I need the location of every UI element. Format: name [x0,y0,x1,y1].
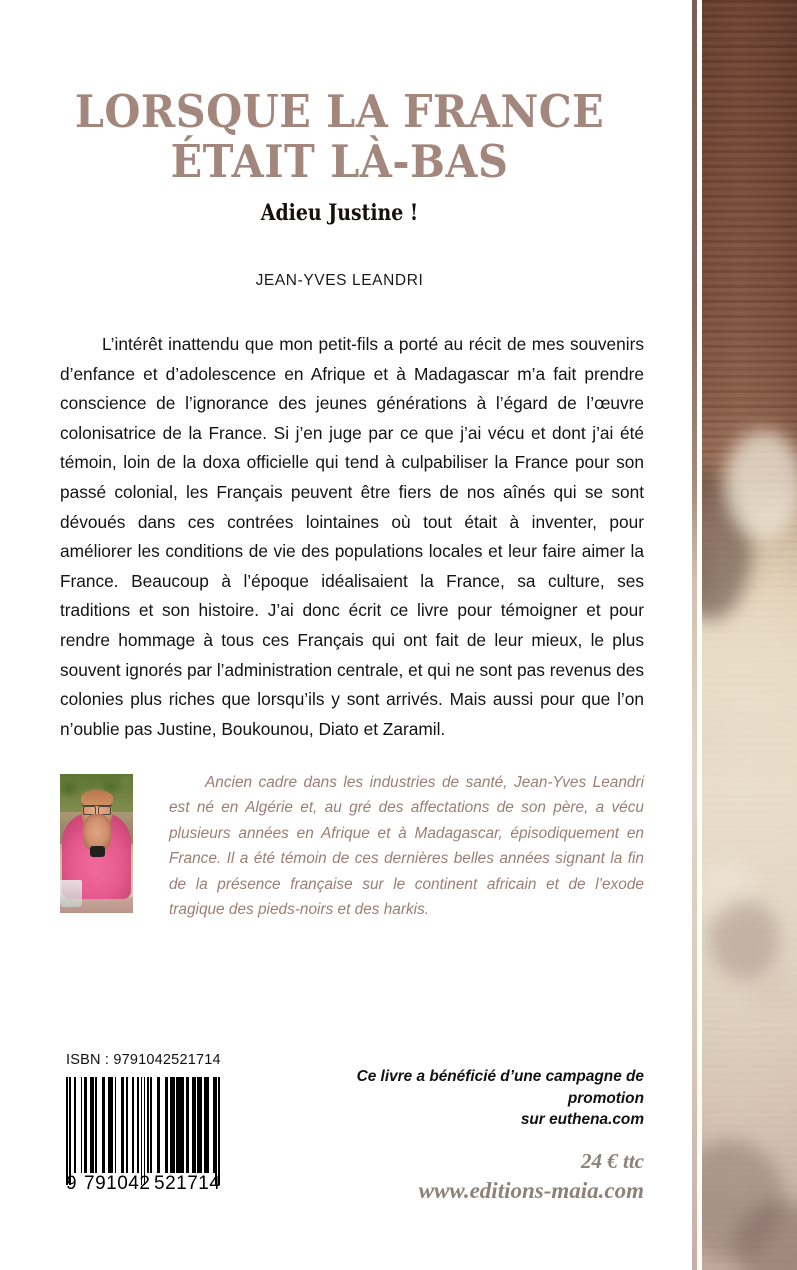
author-name: JEAN-YVES LEANDRI [255,272,424,289]
photo-wristwatch [90,846,105,857]
barcode-bars [66,1077,229,1185]
barcode-bar [218,1077,220,1185]
barcode-bar [121,1077,124,1173]
barcode-bar [115,1077,117,1173]
barcode-bar [90,1077,93,1173]
author-bio-row [60,770,644,922]
isbn-label: ISBN : 9791042521714 [66,1052,221,1068]
barcode-bar [137,1077,139,1173]
barcode-bar [141,1077,143,1185]
barcode-bar [186,1077,189,1173]
photo-hair [81,790,113,805]
barcode-bar [66,1077,68,1185]
spine-blotch [710,900,780,980]
spine-fold-line [697,0,699,1270]
barcode-bar [69,1077,71,1185]
book-title-line-1: LORSQUE LA FRANCE [74,85,605,138]
barcode-bar [147,1077,149,1173]
barcode-bar [204,1077,209,1173]
barcode-digit-group-right: 521714 [154,1173,221,1194]
barcode-bar [165,1077,168,1173]
barcode-digits [66,1173,229,1197]
barcode-digit-group-left: 791042 [84,1173,151,1194]
barcode-bar [132,1077,134,1173]
barcode-bar [126,1077,128,1173]
author-biography: Ancien cadre dans les industries de santé, Jean-Yves Leandri est né en Algérie et, au gré des affectations de son père, a vécu plusieurs années en Afrique et à Madagascar, épisodiquement en France. Il a été témoin de ces dernières belles années signant la fin de la présence française sur le continent africain et de l’exode tragique des pieds-noirs et des harkis. [169,774,644,919]
barcode-bar [150,1077,152,1173]
publisher-website: www.editions-maia.com [418,1178,644,1203]
photo-hands [83,814,111,850]
title-block [0,85,679,227]
promotion-note [279,1066,644,1131]
price-label: 24 € ttc [581,1149,644,1173]
barcode-bar [158,1077,160,1173]
book-subtitle: Adieu Justine ! [260,200,419,227]
promotion-line-2: sur euthena.com [520,1111,644,1128]
barcode-bar [215,1077,217,1185]
barcode-bar [181,1077,184,1173]
barcode-bar [81,1077,83,1173]
author-photo [60,774,133,913]
spine-texture-strip [684,0,797,1270]
promotion-line-1: Ce livre a bénéficié d’une campagne de promotion [356,1068,644,1107]
barcode-digit-lead: 9 [66,1173,78,1194]
barcode-bar [108,1077,113,1173]
photo-drinking-glass [60,880,82,907]
spine-blotch [724,430,797,540]
barcode-bar [192,1077,195,1173]
barcode-bar [74,1077,76,1173]
barcode-bar [84,1077,87,1173]
barcode-bar [144,1077,146,1185]
ean13-barcode [66,1077,229,1210]
back-cover-blurb: L’intérêt inattendu que mon petit-fils a porté au récit de mes souvenirs d’enfance et d’adolescence en Afrique et à Madagascar m’a fait prendre conscience de l’ignorance des jeunes générations à l’égard de l’œuvre colonisatrice de la France. Si j’en juge par ce que j’ai vécu et dont j’ai été témoin, loin de la doxa officielle qui tend à culpabiliser la France pour son passé colonial, les Français peuvent être fiers de nos aînés qui se sont dévoués dans ces contrées lointaines où tout était à inventer, pour améliorer les conditions de vie des populations locales et leur faire aimer la France. Beaucoup à l’époque idéalisaient la France, sa culture, ses traditions et son histoire. J’ai donc écrit ce livre pour témoigner et pour rendre hommage à tous ces Français qui ont fait de leur mieux, le plus souvent ignorés par l’administration centrale, et qui ne sont pas revenus des colonies plus riches que lorsqu’ils y sont arrivés. Mais aussi pour que l’on n’oublie pas Justine, Boukounou, Diato et Zaramil. [60,334,644,739]
book-title-line-2: ÉTAIT LÀ-BAS [170,134,509,188]
barcode-bar [102,1077,105,1173]
barcode-bar [170,1077,175,1173]
photo-glasses [82,805,112,813]
barcode-bar [197,1077,202,1173]
barcode-bar [95,1077,97,1173]
